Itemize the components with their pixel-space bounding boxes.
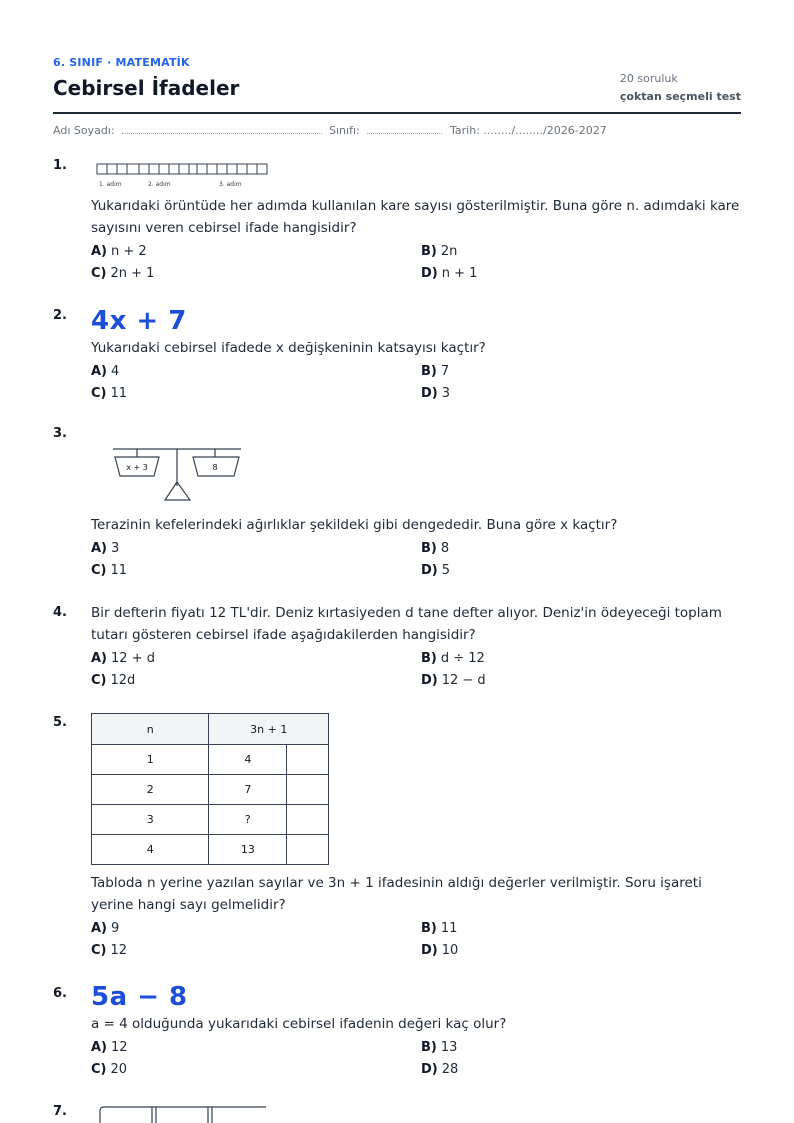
option-c[interactable] bbox=[91, 383, 127, 405]
table-cell-empty bbox=[287, 805, 329, 835]
question-text: Terazinin kefelerindeki ağırlıklar şekildeki gibi dengededir. Buna göre x kaçtır? bbox=[91, 517, 618, 533]
option-letter: B) bbox=[421, 921, 437, 936]
option-c[interactable] bbox=[91, 263, 154, 285]
algebraic-expression: 4x + 7 bbox=[91, 306, 187, 336]
name-field[interactable] bbox=[53, 124, 322, 137]
option-text: n + 1 bbox=[441, 266, 478, 281]
step-label: 3. adım bbox=[219, 181, 242, 188]
option-letter: D) bbox=[421, 386, 438, 401]
question-number: 5. bbox=[53, 715, 67, 730]
table-header-n: n bbox=[92, 714, 209, 745]
option-letter: A) bbox=[91, 651, 108, 666]
question-text: Yukarıdaki cebirsel ifadede x değişkeninin katsayısı kaçtır? bbox=[91, 340, 486, 356]
option-text: 12d bbox=[110, 673, 136, 688]
answer-options bbox=[91, 538, 741, 582]
algebraic-expression: 5a − 8 bbox=[91, 982, 188, 1012]
option-a[interactable] bbox=[91, 361, 119, 383]
table-row bbox=[92, 835, 329, 865]
question-number: 7. bbox=[53, 1104, 67, 1119]
option-letter: B) bbox=[421, 364, 437, 379]
name-blank[interactable] bbox=[122, 124, 322, 134]
option-text: 12 − d bbox=[441, 673, 486, 688]
answer-options bbox=[91, 361, 741, 405]
option-b[interactable] bbox=[421, 241, 457, 263]
option-text: 8 bbox=[440, 541, 450, 556]
option-letter: C) bbox=[91, 563, 107, 578]
option-letter: A) bbox=[91, 244, 108, 259]
question-number: 3. bbox=[53, 426, 67, 441]
test-info bbox=[620, 72, 741, 103]
option-letter: B) bbox=[421, 244, 437, 259]
option-text: 7 bbox=[440, 364, 450, 379]
option-letter: D) bbox=[421, 266, 438, 281]
option-b[interactable] bbox=[421, 648, 485, 670]
question-number: 6. bbox=[53, 986, 67, 1001]
table-row bbox=[92, 775, 329, 805]
step-label: 2. adım bbox=[148, 181, 171, 188]
table-cell-value: ? bbox=[209, 805, 287, 835]
option-d[interactable] bbox=[421, 940, 458, 962]
class-blank[interactable] bbox=[367, 124, 442, 134]
option-text: 11 bbox=[110, 563, 128, 578]
table-cell-empty bbox=[287, 835, 329, 865]
page-title: Cebirsel İfadeler bbox=[53, 76, 240, 100]
option-text: 28 bbox=[441, 1062, 459, 1077]
class-field[interactable] bbox=[329, 124, 442, 137]
table-row bbox=[92, 745, 329, 775]
option-letter: A) bbox=[91, 541, 108, 556]
option-text: 10 bbox=[441, 943, 459, 958]
option-b[interactable] bbox=[421, 538, 449, 560]
option-letter: D) bbox=[421, 673, 438, 688]
question-number: 4. bbox=[53, 605, 67, 620]
option-d[interactable] bbox=[421, 560, 450, 582]
table-cell-n: 1 bbox=[92, 745, 209, 775]
option-c[interactable] bbox=[91, 670, 135, 692]
option-text: 11 bbox=[440, 921, 458, 936]
option-text: 5 bbox=[441, 563, 451, 578]
option-letter: B) bbox=[421, 1040, 437, 1055]
option-c[interactable] bbox=[91, 560, 127, 582]
question-number: 2. bbox=[53, 308, 67, 323]
option-letter: C) bbox=[91, 943, 107, 958]
test-type: çoktan seçmeli test bbox=[619, 90, 741, 103]
option-letter: A) bbox=[91, 364, 108, 379]
worksheet-header bbox=[53, 56, 741, 114]
question-number: 1. bbox=[53, 158, 67, 173]
table-header-expression: 3n + 1 bbox=[209, 714, 329, 745]
option-text: 20 bbox=[110, 1062, 128, 1077]
answer-options bbox=[91, 1037, 741, 1081]
option-letter: D) bbox=[421, 943, 438, 958]
question-figure-partial bbox=[94, 1105, 274, 1123]
option-text: 11 bbox=[110, 386, 128, 401]
table-cell-value: 13 bbox=[209, 835, 287, 865]
option-text: 2n bbox=[440, 244, 458, 259]
option-c[interactable] bbox=[91, 940, 127, 962]
option-b[interactable] bbox=[421, 1037, 457, 1059]
table-cell-value: 7 bbox=[209, 775, 287, 805]
table-cell-n: 2 bbox=[92, 775, 209, 805]
option-text: 4 bbox=[111, 364, 120, 379]
option-a[interactable] bbox=[91, 648, 155, 670]
question-text: Tabloda n yerine yazılan sayılar ve 3n + 1 ifadesinin aldığı değerler verilmiştir. Soru işareti yerine hangi sayı gelmelidir? bbox=[91, 875, 702, 913]
name-label: Adı Soyadı: bbox=[53, 124, 115, 137]
table-cell-n: 3 bbox=[92, 805, 209, 835]
option-text: 12 bbox=[111, 1040, 128, 1055]
option-letter: C) bbox=[91, 266, 107, 281]
balance-scale-figure bbox=[105, 440, 265, 520]
table-cell-empty bbox=[287, 775, 329, 805]
option-letter: C) bbox=[91, 386, 107, 401]
grade-subject-label: 6. SINIF · MATEMATİK bbox=[53, 56, 190, 69]
option-text: d ÷ 12 bbox=[440, 651, 485, 666]
table-header-row bbox=[92, 714, 329, 745]
option-d[interactable] bbox=[421, 263, 477, 285]
table-cell-n: 4 bbox=[92, 835, 209, 865]
option-c[interactable] bbox=[91, 1059, 127, 1081]
class-label: Sınıfı: bbox=[329, 124, 360, 137]
option-text: 2n + 1 bbox=[110, 266, 155, 281]
option-text: 3 bbox=[111, 541, 120, 556]
option-a[interactable] bbox=[91, 538, 119, 560]
option-letter: A) bbox=[91, 1040, 108, 1055]
option-letter: B) bbox=[421, 541, 437, 556]
option-b[interactable] bbox=[421, 361, 449, 383]
answer-options bbox=[91, 648, 741, 692]
left-pan-label: x + 3 bbox=[126, 463, 148, 472]
option-d[interactable] bbox=[421, 1059, 458, 1081]
table-cell-value: 4 bbox=[209, 745, 287, 775]
question-count: 20 soruluk bbox=[619, 72, 678, 85]
question-text: a = 4 olduğunda yukarıdaki cebirsel ifadenin değeri kaç olur? bbox=[91, 1016, 507, 1032]
option-text: 13 bbox=[440, 1040, 458, 1055]
option-text: 12 + d bbox=[111, 651, 155, 666]
table-cell-empty bbox=[287, 745, 329, 775]
question-7 bbox=[53, 1103, 741, 1123]
date-field[interactable]: Tarih: ......../......../2026-2027 bbox=[450, 124, 607, 137]
pattern-steps-figure bbox=[96, 160, 276, 192]
option-letter: D) bbox=[421, 563, 438, 578]
option-letter: A) bbox=[91, 921, 108, 936]
option-a[interactable] bbox=[91, 1037, 128, 1059]
step-label: 1. adım bbox=[99, 181, 122, 188]
right-pan-label: 8 bbox=[212, 463, 218, 472]
option-a[interactable] bbox=[91, 918, 119, 940]
option-text: 9 bbox=[111, 921, 120, 936]
option-text: 3 bbox=[441, 386, 451, 401]
question-text: Bir defterin fiyatı 12 TL'dir. Deniz kırtasiyeden d tane defter alıyor. Deniz'in ödeyeceği toplam tutarı gösteren cebirsel ifade aşağıdakilerden hangisidir? bbox=[91, 605, 722, 643]
option-b[interactable] bbox=[421, 918, 457, 940]
worksheet-page bbox=[53, 0, 741, 1123]
value-table bbox=[91, 713, 329, 865]
table-row bbox=[92, 805, 329, 835]
value-table-wrapper bbox=[91, 713, 329, 865]
option-text: 12 bbox=[110, 943, 128, 958]
answer-options bbox=[91, 918, 741, 962]
answer-options bbox=[91, 241, 741, 285]
option-a[interactable] bbox=[91, 241, 147, 263]
question-text: Yukarıdaki örüntüde her adımda kullanılan kare sayısı gösterilmiştir. Buna göre n. adımdaki kare sayısını veren cebirsel ifade hangisidir? bbox=[91, 198, 740, 236]
option-letter: D) bbox=[421, 1062, 438, 1077]
option-letter: B) bbox=[421, 651, 437, 666]
option-letter: C) bbox=[91, 1062, 107, 1077]
option-text: n + 2 bbox=[111, 244, 147, 259]
option-letter: C) bbox=[91, 673, 107, 688]
option-d[interactable] bbox=[421, 670, 486, 692]
option-d[interactable] bbox=[421, 383, 450, 405]
